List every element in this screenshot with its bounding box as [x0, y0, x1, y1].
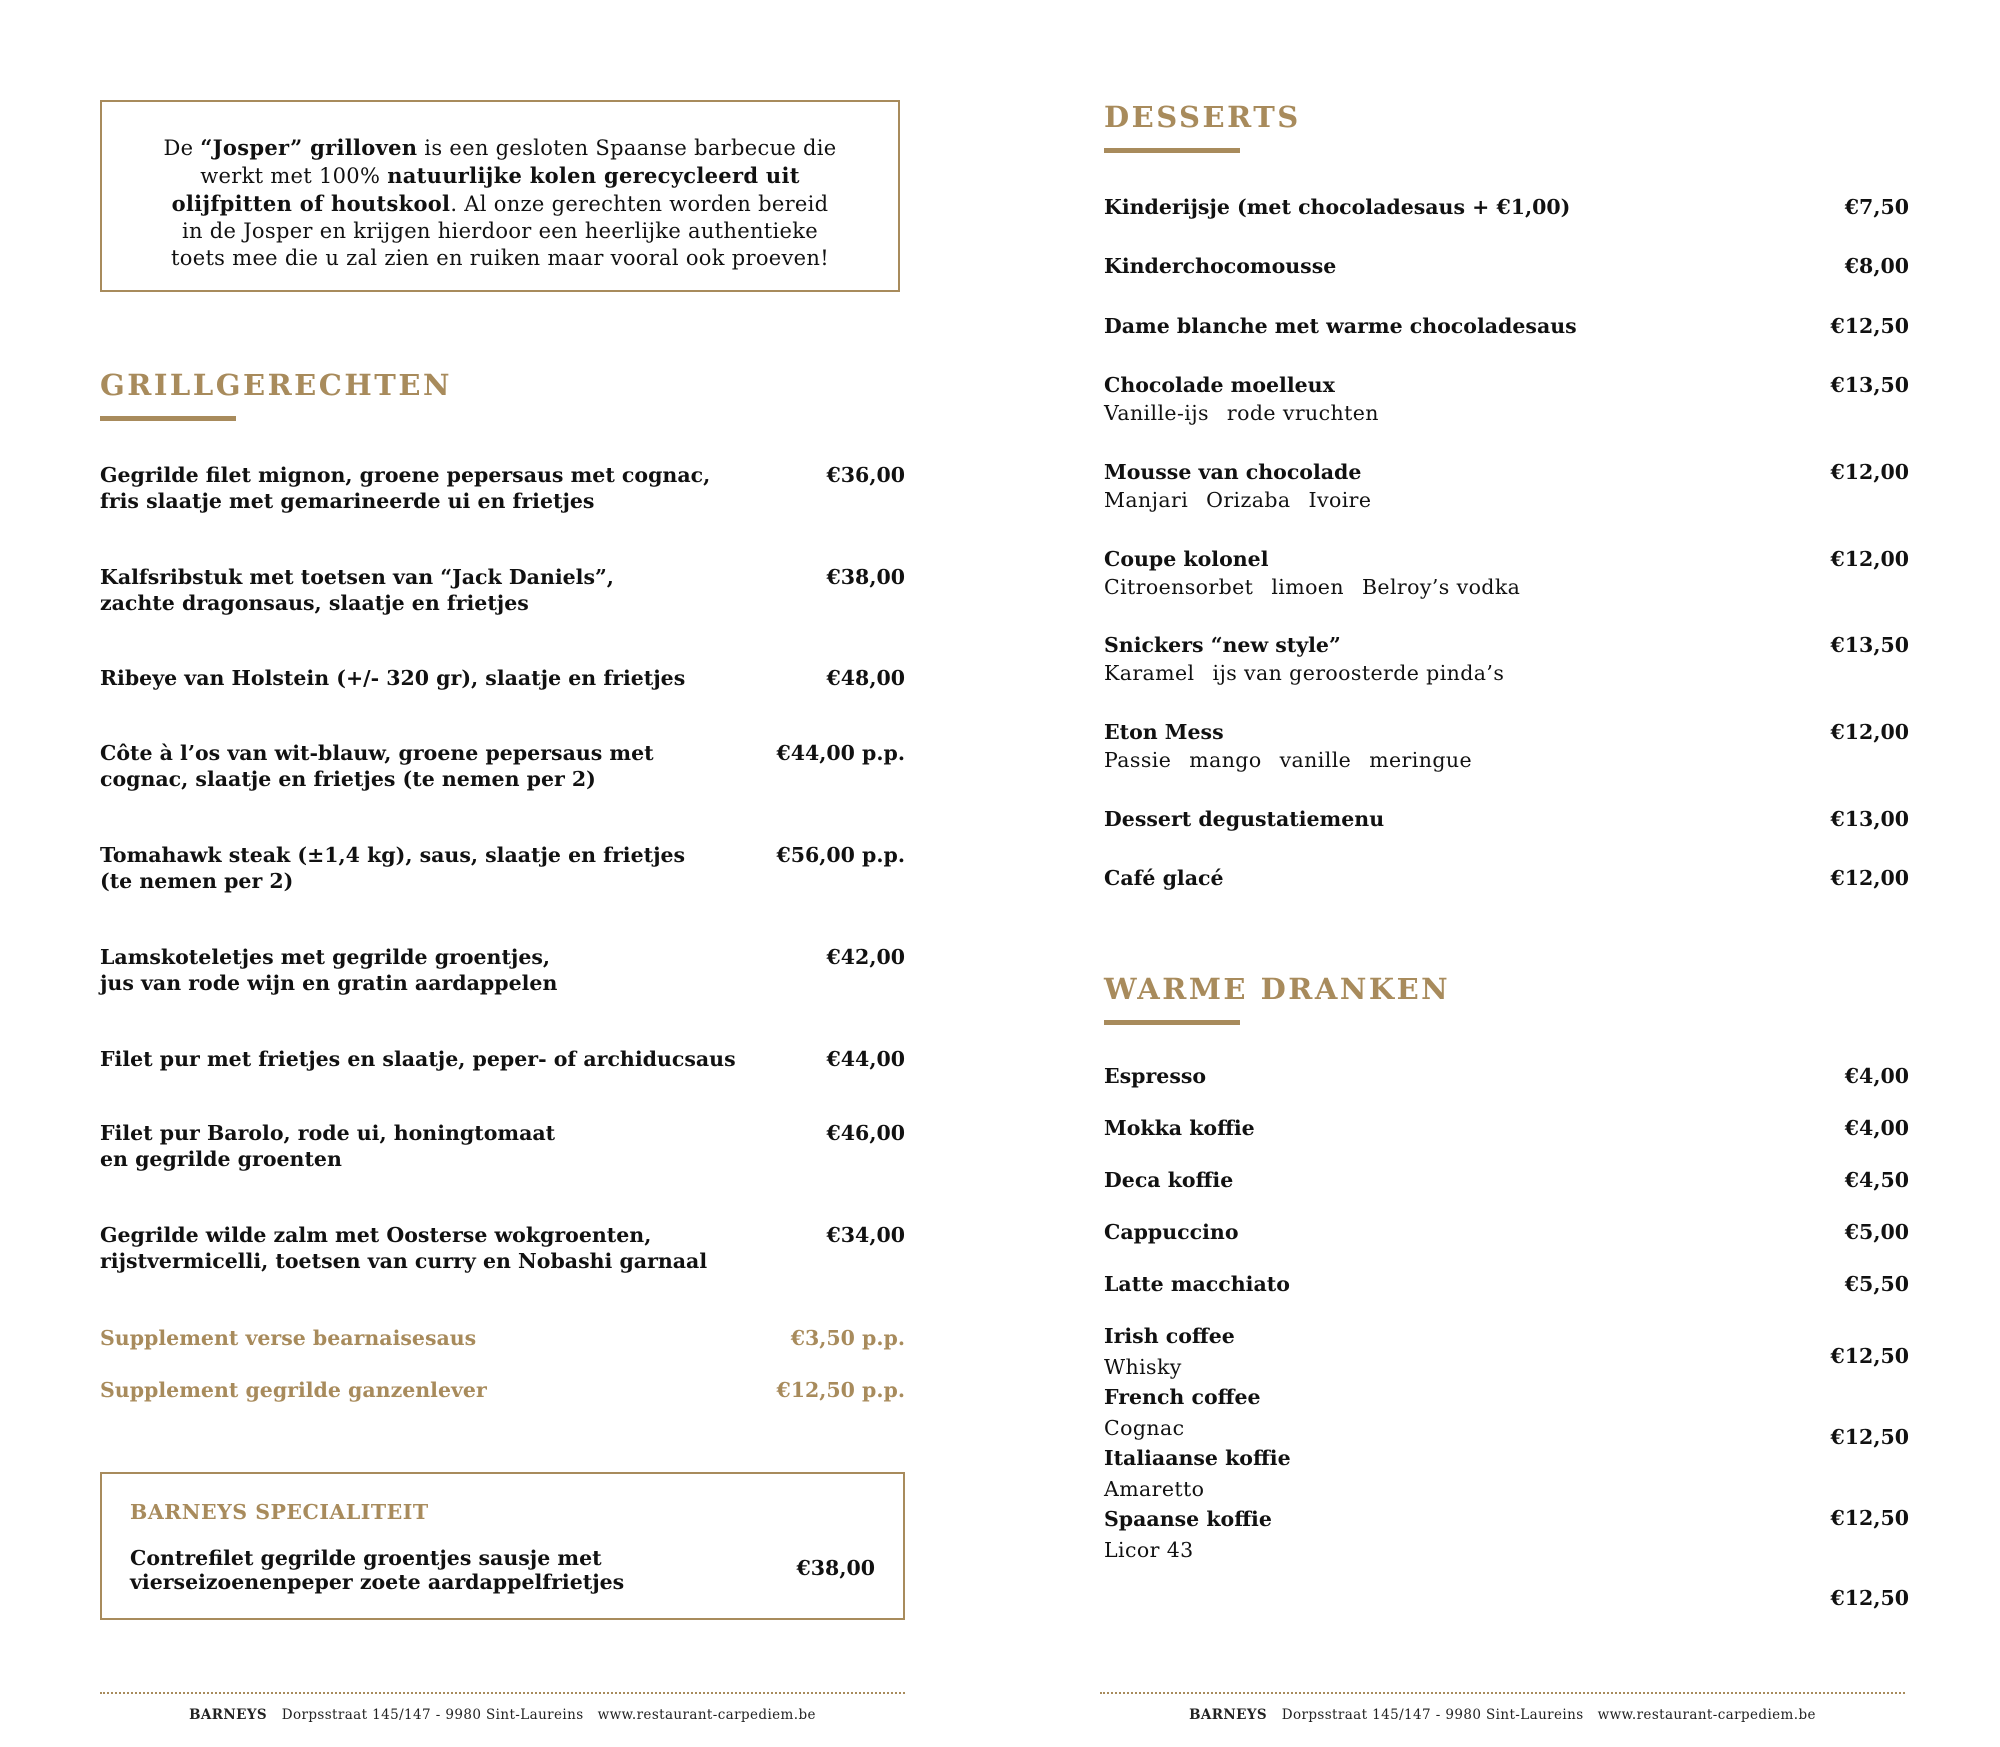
dessert-price: €12,00: [1830, 866, 1909, 890]
dessert-price: €12,00: [1830, 720, 1909, 744]
dessert-item: [1104, 806, 1909, 832]
grill-menu-item: [100, 842, 905, 894]
grill-item-price: €38,00: [826, 565, 905, 589]
dessert-ingredient: Belroy’s vodka: [1361, 575, 1521, 599]
dessert-name: Snickers “new style”: [1104, 633, 1341, 657]
dessert-item: [1104, 459, 1909, 513]
dessert-name: Mousse van chocolade: [1104, 460, 1362, 484]
dessert-description: [1104, 747, 1909, 773]
supplement-item: [100, 1325, 905, 1351]
supplement-price: €12,50 p.p.: [776, 1378, 905, 1402]
intro-bold-2: natuurlijke kolen gerecycleerd uit olijfpitten of houtskool: [171, 163, 800, 216]
drink-item: [1104, 1271, 1909, 1297]
supplement-price: €3,50 p.p.: [790, 1326, 905, 1350]
spirited-coffee-name: Italiaanse koffie: [1104, 1446, 1291, 1470]
dessert-name: Kinderchocomousse: [1104, 254, 1337, 278]
drink-item: [1104, 1167, 1909, 1193]
specialty-box: [100, 1472, 905, 1620]
dessert-name: Chocolade moelleux: [1104, 373, 1335, 397]
spirited-coffee-price: €12,50: [1830, 1506, 1909, 1530]
spirited-coffee-liquor: Amaretto: [1104, 1477, 1205, 1501]
dessert-ingredient: limoen: [1271, 575, 1344, 599]
spirited-coffee-price: €12,50: [1830, 1586, 1909, 1610]
dessert-price: €12,00: [1830, 460, 1909, 484]
drink-price: €4,00: [1844, 1064, 1909, 1088]
dessert-item: [1104, 253, 1909, 279]
dessert-name: Coupe kolonel: [1104, 547, 1269, 571]
dessert-ingredient: Ivoire: [1308, 488, 1372, 512]
intro-text-2: is een gesloten Spaanse barbecue die werkt met 100%: [200, 136, 837, 188]
dessert-description: [1104, 487, 1909, 513]
drink-name: Cappuccino: [1104, 1220, 1239, 1244]
drink-name: Espresso: [1104, 1064, 1207, 1088]
dessert-name: Eton Mess: [1104, 720, 1224, 744]
supplement-name: Supplement verse bearnaisesaus: [100, 1326, 477, 1350]
dessert-item: [1104, 372, 1909, 426]
drink-price: €5,50: [1844, 1272, 1909, 1296]
dessert-ingredient: Vanille-ijs: [1104, 401, 1209, 425]
grill-menu-item: [100, 1046, 905, 1072]
warm-drinks-title-underline: [1104, 1020, 1240, 1025]
dessert-ingredient: ijs van geroosterde pinda’s: [1212, 661, 1505, 685]
drink-price: €5,00: [1844, 1220, 1909, 1244]
footer-brand: BARNEYS: [189, 1707, 268, 1723]
grill-item-name: Lamskoteletjes met gegrilde groentjes, jus van rode wijn en gratin aardappelen: [100, 945, 558, 995]
grill-menu-item: [100, 462, 905, 514]
dessert-name: Café glacé: [1104, 866, 1224, 890]
footer-address: Dorpsstraat 145/147 - 9980 Sint-Laureins: [281, 1707, 584, 1723]
dessert-description: [1104, 400, 1909, 426]
spirited-coffee-liquor: Whisky: [1104, 1355, 1182, 1379]
drink-name: Deca koffie: [1104, 1168, 1234, 1192]
dessert-item: [1104, 865, 1909, 891]
grill-item-price: €42,00: [826, 945, 905, 969]
footer: [100, 1707, 905, 1723]
dessert-description: [1104, 574, 1909, 600]
spirited-coffee-price: €12,50: [1830, 1425, 1909, 1449]
drink-item: [1104, 1115, 1909, 1141]
grill-item-name: Kalfsribstuk met toetsen van “Jack Daniels”, zachte dragonsaus, slaatje en frietjes: [100, 565, 614, 615]
footer-website-right: www.restaurant-carpediem.be: [1597, 1707, 1816, 1723]
grill-item-name: Filet pur Barolo, rode ui, honingtomaat en gegrilde groenten: [100, 1121, 556, 1171]
dessert-item: [1104, 194, 1909, 220]
desserts-title-underline: [1104, 148, 1240, 153]
dessert-ingredient: Karamel: [1104, 661, 1195, 685]
dessert-price: €12,50: [1830, 314, 1909, 338]
right-page: [1000, 0, 2000, 1747]
footer-brand-right: BARNEYS: [1189, 1707, 1268, 1723]
grill-item-price: €46,00: [826, 1121, 905, 1145]
spirited-coffee-name: French coffee: [1104, 1385, 1261, 1409]
drink-price: €4,00: [1844, 1116, 1909, 1140]
supplement-name: Supplement gegrilde ganzenlever: [100, 1378, 487, 1402]
dessert-price: €12,00: [1830, 547, 1909, 571]
dessert-ingredient: vanille: [1279, 748, 1352, 772]
grill-menu-item: [100, 944, 905, 996]
grill-menu-item: [100, 564, 905, 616]
dessert-ingredient: rode vruchten: [1226, 401, 1379, 425]
dessert-item: [1104, 719, 1909, 773]
supplement-item: [100, 1377, 905, 1403]
intro-text-1: De: [163, 136, 201, 160]
drink-item: [1104, 1219, 1909, 1245]
dessert-description: [1104, 660, 1909, 686]
footer-website: www.restaurant-carpediem.be: [597, 1707, 816, 1723]
grill-item-name: Gegrilde wilde zalm met Oosterse wokgroenten, rijstvermicelli, toetsen van curry en Nobashi garnaal: [100, 1223, 708, 1273]
dessert-ingredient: Citroensorbet: [1104, 575, 1254, 599]
intro-text-3: . Al onze gerechten worden bereid in de Josper en krijgen hierdoor een heerlijke authentieke toets mee die u zal zien en ruiken maar vooral ook proeven!: [171, 192, 829, 270]
grill-item-name: Gegrilde filet mignon, groene pepersaus met cognac, fris slaatje met gemarineerde ui en frietjes: [100, 463, 711, 513]
dessert-price: €7,50: [1844, 195, 1909, 219]
dessert-item: [1104, 313, 1909, 339]
grill-menu-item: [100, 1222, 905, 1274]
drink-price: €4,50: [1844, 1168, 1909, 1192]
dessert-ingredient: meringue: [1369, 748, 1472, 772]
grill-item-price: €48,00: [826, 666, 905, 690]
dessert-ingredient: Manjari: [1104, 488, 1189, 512]
drink-item: [1104, 1063, 1909, 1089]
dessert-ingredient: mango: [1189, 748, 1262, 772]
grill-item-name: Ribeye van Holstein (+/- 320 gr), slaatje en frietjes: [100, 666, 686, 690]
grill-item-name: Filet pur met frietjes en slaatje, peper- of archiducsaus: [100, 1047, 736, 1071]
dessert-name: Dame blanche met warme chocoladesaus: [1104, 314, 1577, 338]
dessert-ingredient: Passie: [1104, 748, 1172, 772]
footer-divider: [100, 1692, 905, 1694]
desserts-section-title: DESSERTS: [1104, 100, 1301, 134]
grill-item-price: €56,00 p.p.: [776, 843, 905, 867]
drink-name: Mokka koffie: [1104, 1116, 1255, 1140]
grill-title-underline: [100, 416, 236, 421]
dessert-item: [1104, 546, 1909, 600]
spirited-coffee-name: Spaanse koffie: [1104, 1507, 1272, 1531]
dessert-item: [1104, 632, 1909, 686]
grill-menu-item: [100, 1120, 905, 1172]
dessert-price: €13,50: [1830, 633, 1909, 657]
specialty-label: BARNEYS SPECIALITEIT: [130, 1500, 429, 1524]
spirited-coffee-name: Irish coffee: [1104, 1324, 1235, 1348]
grill-menu-item: [100, 665, 905, 691]
grill-item-name: Côte à l’os van wit-blauw, groene pepersaus met cognac, slaatje en frietjes (te nemen per 2): [100, 741, 654, 791]
grill-section-title: GRILLGERECHTEN: [100, 368, 452, 402]
grill-menu-item: [100, 740, 905, 792]
dessert-price: €13,00: [1830, 807, 1909, 831]
grill-item-price: €34,00: [826, 1223, 905, 1247]
spirited-coffee-liquor: Licor 43: [1104, 1538, 1194, 1562]
dessert-price: €8,00: [1844, 254, 1909, 278]
spirited-coffee-liquor: Cognac: [1104, 1416, 1185, 1440]
dessert-name: Dessert degustatiemenu: [1104, 807, 1385, 831]
dessert-ingredient: Orizaba: [1206, 488, 1291, 512]
grill-item-price: €44,00 p.p.: [776, 741, 905, 765]
drink-name: Latte macchiato: [1104, 1272, 1290, 1296]
spirited-coffee-price: €12,50: [1830, 1344, 1909, 1368]
dessert-price: €13,50: [1830, 373, 1909, 397]
footer-divider-right: [1100, 1692, 1905, 1694]
specialty-description: Contrefilet gegrilde groentjes sausje met vierseizoenenpeper zoete aardappelfrietjes: [130, 1546, 625, 1594]
dessert-name: Kinderijsje (met chocoladesaus + €1,00): [1104, 195, 1571, 219]
footer-right: [1100, 1707, 1905, 1723]
josper-intro-box: [100, 100, 900, 292]
footer-address-right: Dorpsstraat 145/147 - 9980 Sint-Laureins: [1281, 1707, 1584, 1723]
grill-item-price: €44,00: [826, 1047, 905, 1071]
intro-bold-1: “Josper” grilloven: [200, 135, 418, 160]
warm-drinks-section-title: WARME DRANKEN: [1104, 972, 1451, 1006]
specialty-price: €38,00: [796, 1556, 875, 1580]
grill-item-price: €36,00: [826, 463, 905, 487]
grill-item-name: Tomahawk steak (±1,4 kg), saus, slaatje en frietjes (te nemen per 2): [100, 843, 686, 893]
